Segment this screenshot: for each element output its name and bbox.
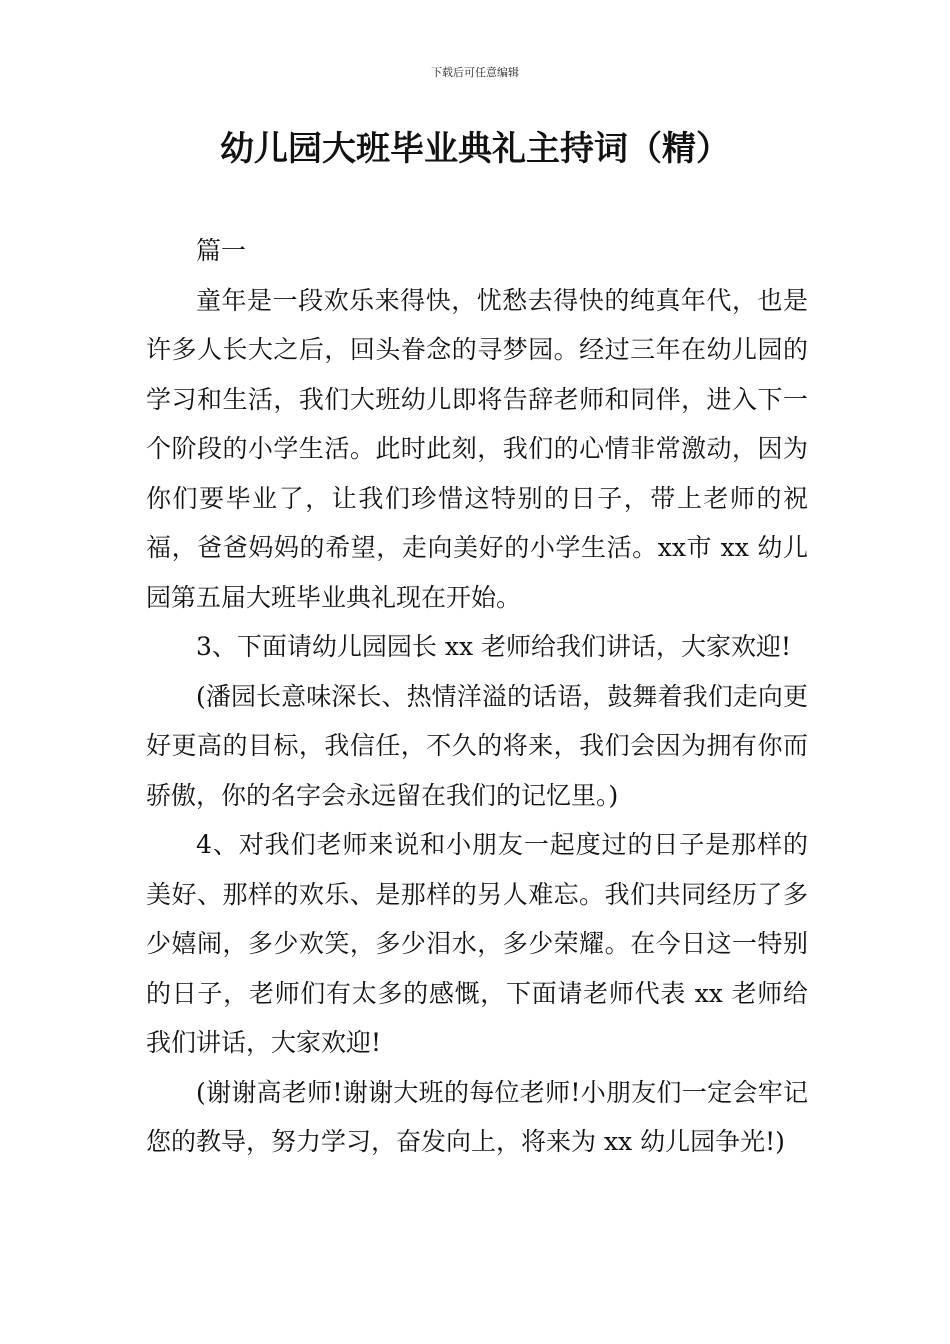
document-title: 幼儿园大班毕业典礼主持词（精） <box>220 129 730 169</box>
paragraph-teacher-speech: 4、对我们老师来说和小朋友一起度过的日子是那样的美好、那样的欢乐、是那样的另人难忘。我们共同经历了多少嬉闹，多少欢笑，多少泪水，多少荣耀。在今日这一特别的日子，老师们有太多的感慨，下面请老师代表 xx 老师给我们讲话，大家欢迎! <box>146 830 808 1057</box>
section-label: 篇一 <box>196 236 247 265</box>
paragraph-teacher-response: (谢谢高老师!谢谢大班的每位老师!小朋友们一定会牢记您的教导，努力学习，奋发向上，将来为 xx 幼儿园争光!) <box>146 1077 808 1156</box>
header-note: 下载后可任意编辑 <box>431 66 519 79</box>
paragraph-opening: 童年是一段欢乐来得快，忧愁去得快的纯真年代，也是许多人长大之后，回头眷念的寻梦园。经过三年在幼儿园的学习和生活，我们大班幼儿即将告辞老师和同伴，进入下一个阶段的小学生活。此时此刻，我们的心情非常激动，因为你们要毕业了，让我们珍惜这特别的日子，带上老师的祝福，爸爸妈妈的希望，走向美好的小学生活。xx市 xx 幼儿园第五届大班毕业典礼现在开始。 <box>146 285 808 612</box>
paragraph-principal-response: (潘园长意味深长、热情洋溢的话语，鼓舞着我们走向更好更高的目标，我信任，不久的将来，我们会因为拥有你而骄傲，你的名字会永远留在我们的记忆里。) <box>146 681 808 810</box>
document-body <box>146 226 808 1167</box>
paragraph-principal-speech: 3、下面请幼儿园园长 xx 老师给我们讲话，大家欢迎! <box>196 632 792 661</box>
